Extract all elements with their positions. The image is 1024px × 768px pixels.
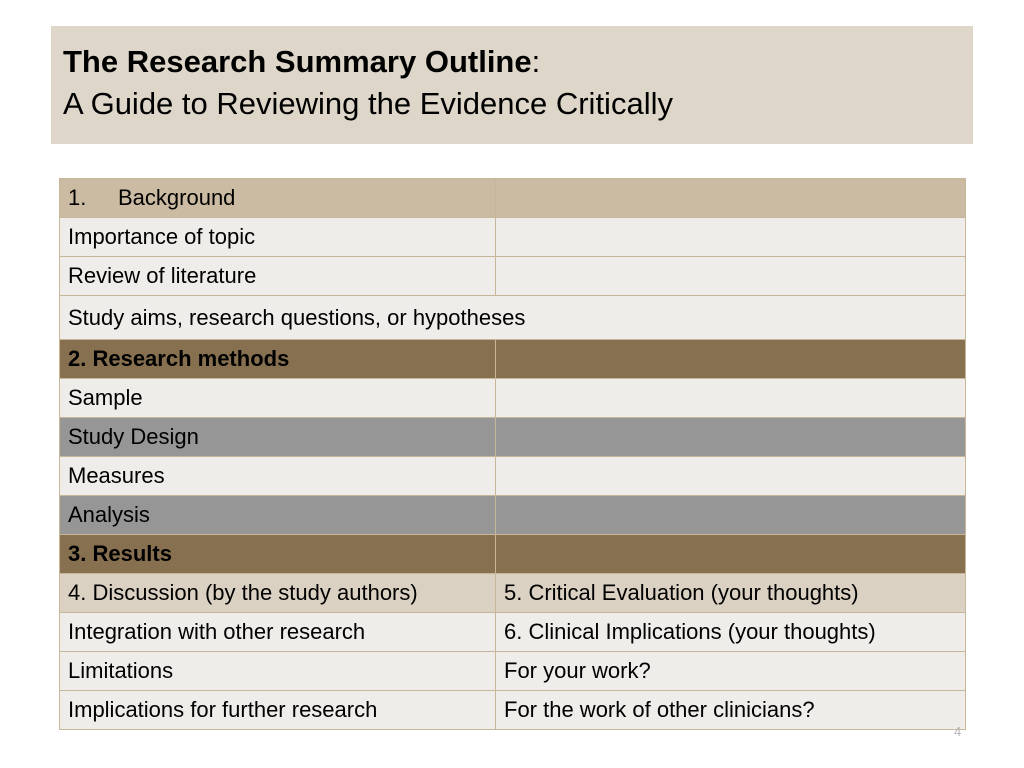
cell-empty xyxy=(496,340,966,379)
cell-integration: Integration with other research xyxy=(60,613,496,652)
cell-empty xyxy=(496,496,966,535)
table-row-study-aims xyxy=(60,296,966,340)
cell-background xyxy=(60,179,496,218)
cell-discussion: 4. Discussion (by the study authors) xyxy=(60,574,496,613)
table-row-further-research xyxy=(60,691,966,730)
cell-your-work: For your work? xyxy=(496,652,966,691)
cell-further-research: Implications for further research xyxy=(60,691,496,730)
outline-table xyxy=(59,178,966,730)
cell-empty xyxy=(496,457,966,496)
cell-analysis: Analysis xyxy=(60,496,496,535)
table-row-study-design xyxy=(60,418,966,457)
table-row-research-methods xyxy=(60,340,966,379)
table-row-analysis xyxy=(60,496,966,535)
slide-subtitle: A Guide to Reviewing the Evidence Critically xyxy=(63,86,673,121)
slide-title-box xyxy=(51,26,973,144)
cell-limitations: Limitations xyxy=(60,652,496,691)
cell-empty xyxy=(496,379,966,418)
cell-empty xyxy=(496,218,966,257)
cell-label: Background xyxy=(118,185,236,210)
cell-critical-evaluation: 5. Critical Evaluation (your thoughts) xyxy=(496,574,966,613)
title-colon: : xyxy=(531,44,541,79)
slide-title xyxy=(63,42,973,82)
page-number: 4 xyxy=(954,724,962,739)
cell-results: 3. Results xyxy=(60,535,496,574)
table-row-literature xyxy=(60,257,966,296)
title-bold-text: The Research Summary Outline xyxy=(63,44,532,79)
cell-measures: Measures xyxy=(60,457,496,496)
table-row-importance xyxy=(60,218,966,257)
table-row-integration xyxy=(60,613,966,652)
cell-sample: Sample xyxy=(60,379,496,418)
table-row-discussion xyxy=(60,574,966,613)
cell-empty xyxy=(496,418,966,457)
table-row-measures xyxy=(60,457,966,496)
table-row-sample xyxy=(60,379,966,418)
table-row-results xyxy=(60,535,966,574)
cell-empty xyxy=(496,535,966,574)
cell-literature: Review of literature xyxy=(60,257,496,296)
cell-clinical-implications: 6. Clinical Implications (your thoughts) xyxy=(496,613,966,652)
cell-empty xyxy=(496,257,966,296)
cell-study-aims: Study aims, research questions, or hypotheses xyxy=(60,296,966,340)
cell-empty xyxy=(496,179,966,218)
cell-importance: Importance of topic xyxy=(60,218,496,257)
cell-research-methods: 2. Research methods xyxy=(60,340,496,379)
table-row-background xyxy=(60,179,966,218)
table-row-limitations xyxy=(60,652,966,691)
cell-study-design: Study Design xyxy=(60,418,496,457)
list-number: 1. xyxy=(68,185,87,210)
cell-other-clinicians: For the work of other clinicians? xyxy=(496,691,966,730)
